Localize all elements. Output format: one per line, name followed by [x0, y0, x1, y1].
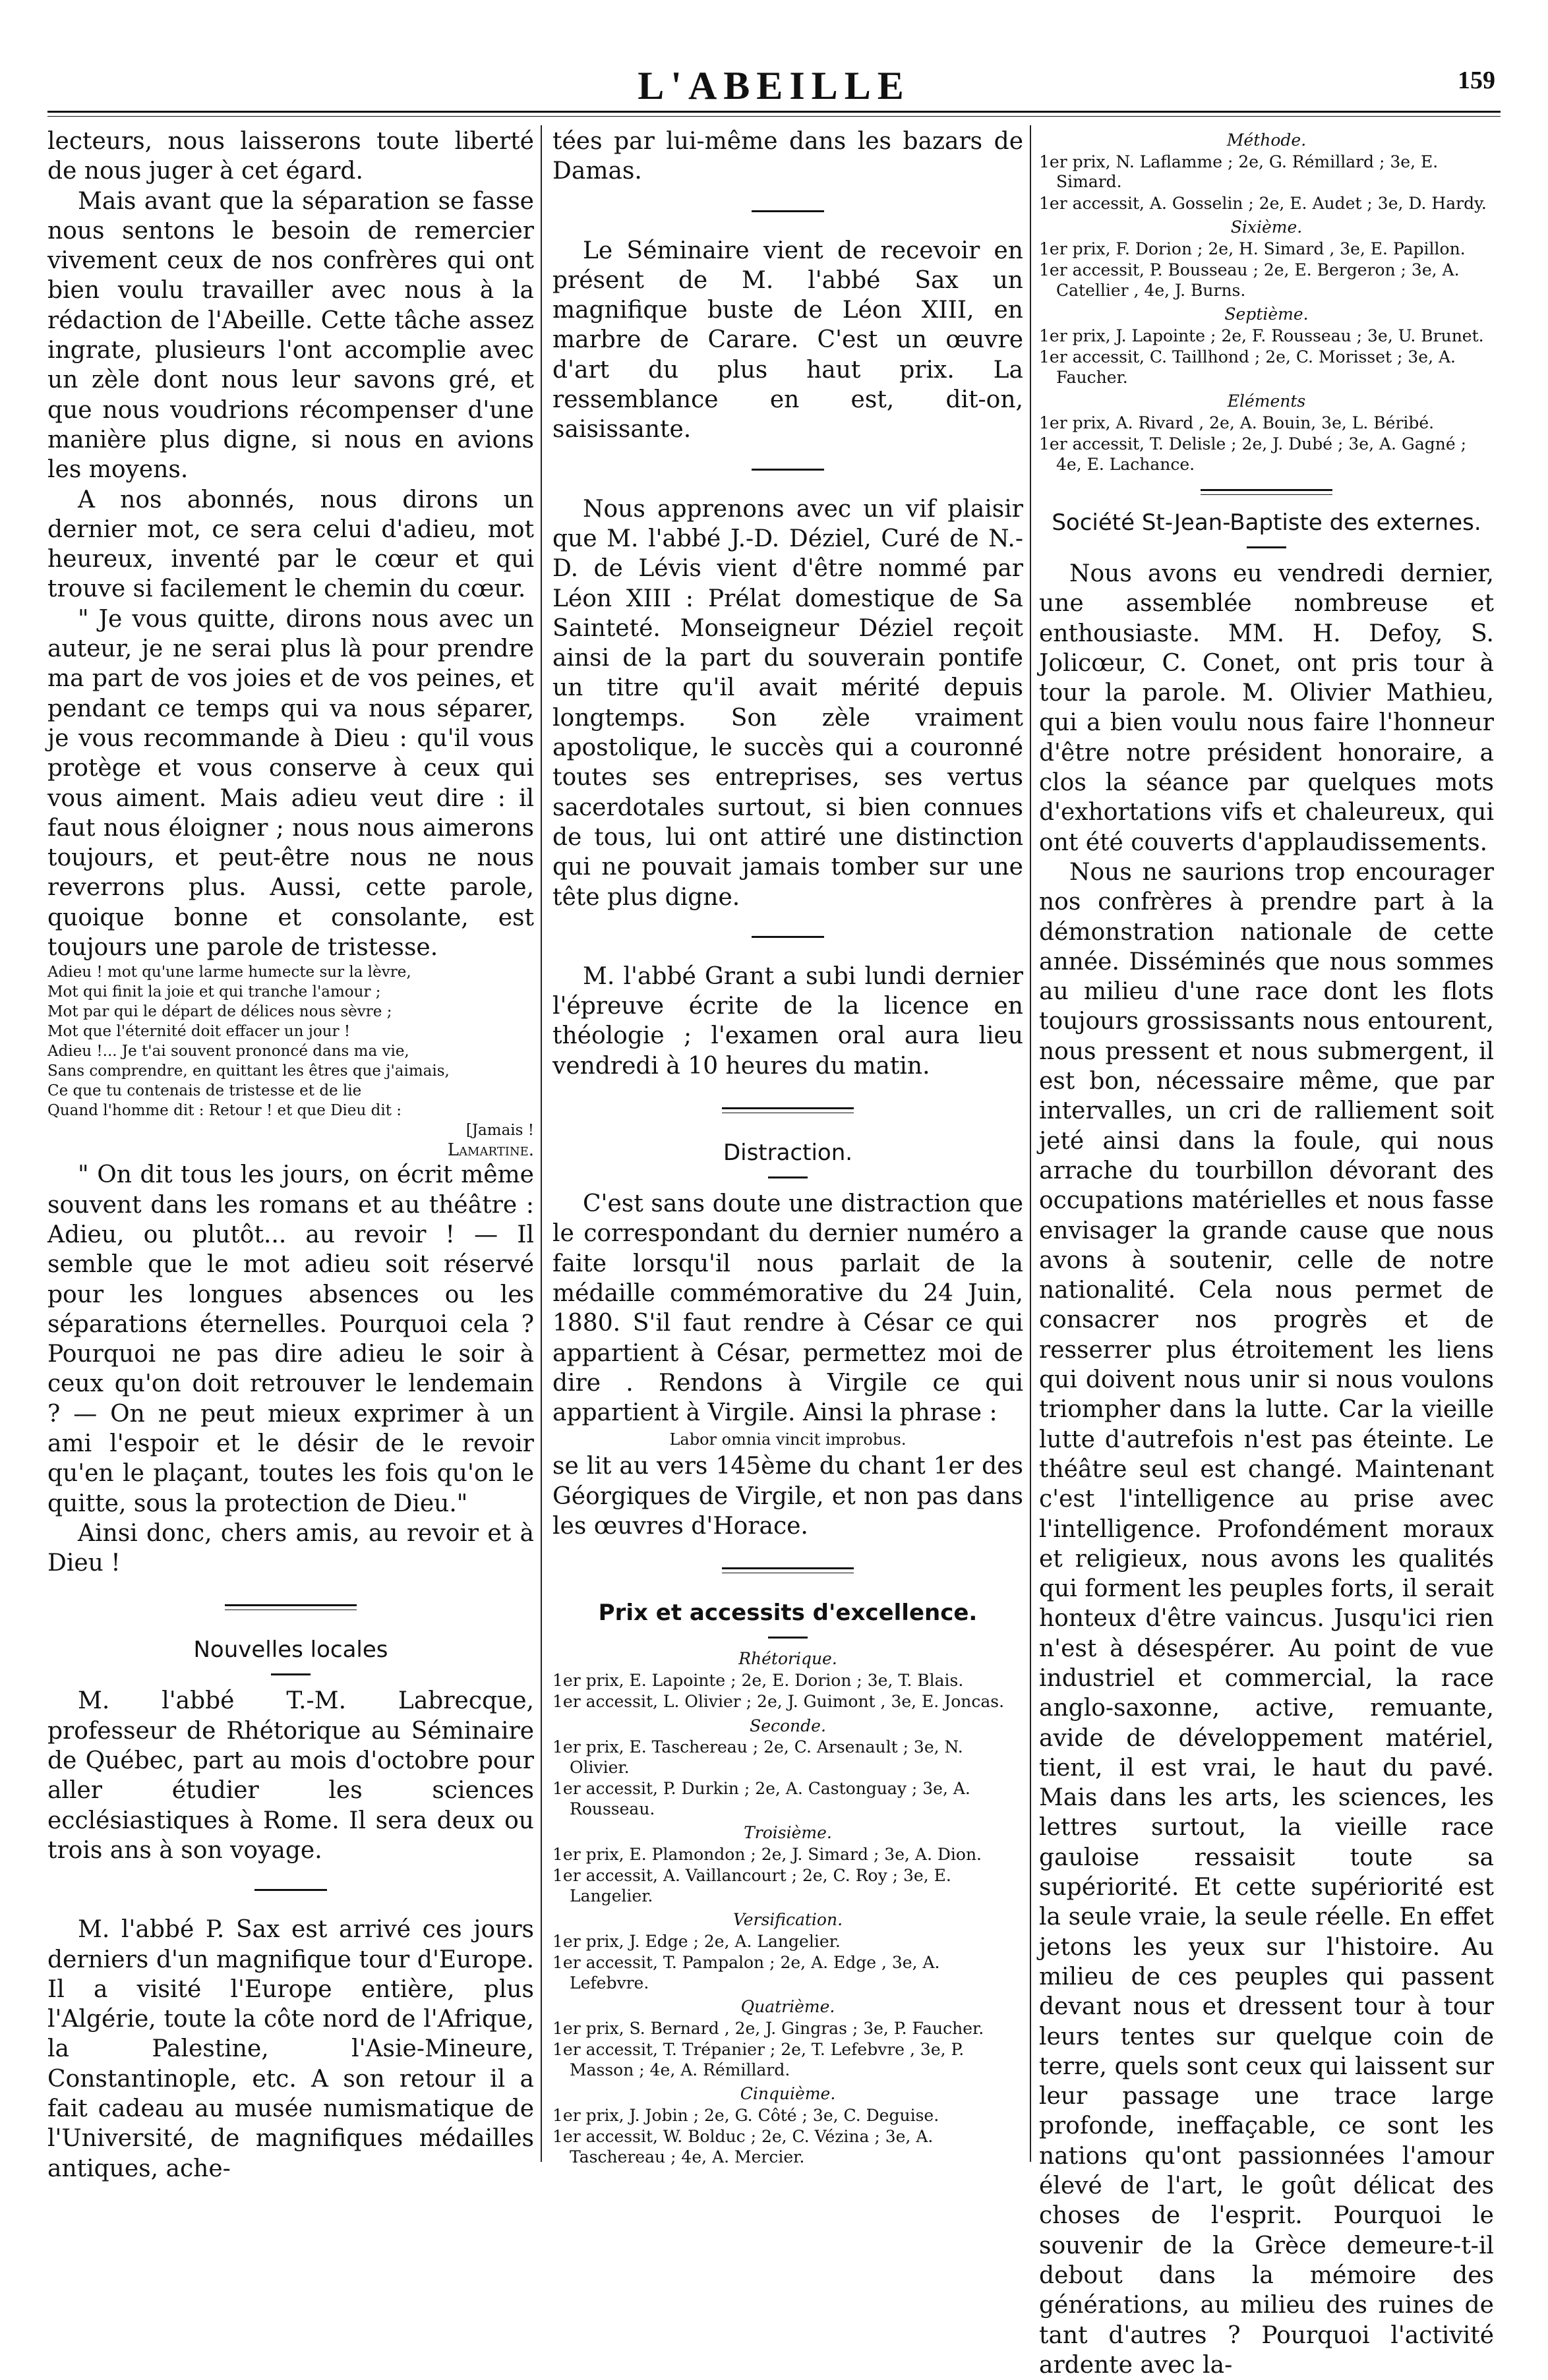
poem-line: Mot par qui le départ de délices nous sèvre ; — [47, 1003, 392, 1021]
class-heading: Versification. — [732, 1910, 843, 1930]
separator — [752, 210, 824, 212]
class-heading: Cinquième. — [740, 2084, 836, 2104]
poem-line: Ce que tu contenais de tristesse et de lie — [47, 1082, 362, 1100]
header-rule-thin — [47, 116, 1501, 117]
section-separator — [271, 1673, 311, 1675]
poem-line: Adieu !... Je t'ai souvent prononcé dans ma vie, — [47, 1043, 409, 1060]
separator — [752, 469, 824, 471]
prize-line: 1er accessit, T. Pampalon ; 2e, A. Edge , 3e, A. Lefebvre. — [552, 1953, 940, 1992]
paragraph: " Je vous quitte, dirons nous avec un auteur, je ne serai plus là pour prendre ma part de vos joies et de vos peines, et pendant ce temps qui va nous séparer, je vous recommande à Dieu : qu'il vous protège et vous conserve à ceux qui vous aiment. Mais adieu veut dire : il faut nous éloigner ; nous nous aimerons toujours, et peut-être nous ne nous reverrons plus. Aussi, cette parole, quoique bonne et consolante, est toujours une parole de tristesse. — [47, 605, 534, 962]
paragraph: Mais avant que la séparation se fasse nous sentons le besoin de remercier vivement ceux de nos confrères qui ont bien voulu travailler avec nous à la rédaction de l'Abeille. Cette tâche assez ingrate, plusieurs l'ont accomplie avec un zèle dont nous leur savons gré, et que nous voudrions récompenser d'une manière plus digne, si nous en avions les moyens. — [47, 187, 534, 484]
prize-line: 1er accessit, A. Vaillancourt ; 2e, C. Roy ; 3e, E. Langelier. — [552, 1866, 951, 1905]
latin-quote: Labor omnia vincit improbus. — [669, 1430, 907, 1449]
section-heading: Société St-Jean-Baptiste des externes. — [1052, 509, 1481, 536]
poem — [47, 962, 534, 1160]
section-separator — [225, 1604, 357, 1610]
prize-line: 1er prix, J. Lapointe ; 2e, F. Rousseau ; 3e, U. Brunet. — [1039, 326, 1484, 345]
section-heading: Nouvelles locales — [193, 1637, 388, 1664]
paragraph: se lit au vers 145ème du chant 1er des Géorgiques de Virgile, et non pas dans les œuvres d'Horace. — [552, 1453, 1023, 1540]
poem-line: Sans comprendre, en quittant les êtres que j'aimais, — [47, 1062, 450, 1080]
class-heading: Quatrième. — [740, 1997, 835, 2017]
separator — [768, 1637, 808, 1639]
column-1 — [47, 127, 534, 2184]
prize-line: 1er prix, N. Laflamme ; 2e, G. Rémillard ; 3e, E. Simard. — [1039, 152, 1439, 191]
prize-line: 1er prix, E. Lapointe ; 2e, E. Dorion ; 3e, T. Blais. — [552, 1670, 964, 1690]
class-heading: Méthode. — [1226, 131, 1307, 150]
prize-line: 1er accessit, A. Gosselin ; 2e, E. Audet ; 3e, D. Hardy. — [1039, 193, 1487, 213]
column-divider — [1030, 125, 1031, 2162]
prize-line: 1er accessit, L. Olivier ; 2e, J. Guimont , 3e, E. Joncas. — [552, 1692, 1005, 1712]
prize-line: 1er prix, E. Plamondon ; 2e, J. Simard ; 3e, A. Dion. — [552, 1844, 982, 1864]
prize-line: 1er prix, J. Edge ; 2e, A. Langelier. — [552, 1931, 841, 1951]
paragraph: A nos abonnés, nous dirons un dernier mot, ce sera celui d'adieu, mot heureux, inventé par le cœur et qui trouve si facilement le chemin du cœur. — [47, 486, 534, 603]
page-number: 159 — [1458, 67, 1495, 94]
section-separator — [722, 1107, 854, 1113]
prize-line: 1er accessit, P. Durkin ; 2e, A. Castonguay ; 3e, A. Rousseau. — [552, 1779, 970, 1818]
section-separator — [722, 1567, 854, 1573]
poem-line: Mot qui finit la joie et qui tranche l'amour ; — [47, 983, 381, 1001]
class-heading: Troisième. — [744, 1823, 832, 1843]
section-heading: Prix et accessits d'excellence. — [598, 1600, 978, 1627]
prize-line: 1er prix, F. Dorion ; 2e, H. Simard , 3e, E. Papillon. — [1039, 239, 1466, 258]
prize-line: 1er accessit, T. Trépanier ; 2e, T. Lefebvre , 3e, P. Masson ; 4e, A. Rémillard. — [552, 2040, 965, 2079]
separator — [768, 1176, 808, 1178]
paragraph: Nous ne saurions trop encourager nos confrères à prendre part à la démonstration nationale de cette année. Disséminés que nous sommes au milieu d'une race dont les flots toujours grossissants nous entourent, nous pressent et nous submergent, il est bon, nécessaire même, que par intervalles, un cri de ralliement soit jeté ainsi dans la foule, qui nous arrache du tourbillon dévorant des occupations matérielles et nous fasse envisager la grande cause que nous avons à soutenir, celle de notre nationalité. Cela nous permet de consacrer nos progrès et de resserrer plus étroitement les liens qui doivent nous unir si nous voulons triompher dans la lutte. Car la vieille lutte d'autrefois n'est pas éteinte. Le théâtre seul est changé. Maintenant c'est l'intelligence au prise avec l'intelligence. Profondément moraux et religieux, nous avons les qualités qui forment les peuples forts, il serait honteux d'être vaincus. Jusqu'ici rien n'est à désespérer. Au point de vue industriel et commercial, la race anglo-saxonne, active, remuante, avide de développement matériel, tient, il est vrai, le haut du pavé. Mais dans les arts, les sciences, les lettres surtout, la vieille race gauloise ressaisit toute sa supériorité. Et cette supériorité est la seule vraie, la seule réelle. En effet jetons les yeux sur l'histoire. Au milieu de ces peuples qui passent devant nous et dressent tour à tour leurs tentes sur quelque coin de terre, quels sont ceux qui laissent sur leur passage une trace large profonde, ineffaçable, ce sont les nations qu'ont passionnées l'amour élevé de l'art, le goût délicat des choses de l'esprit. Pourquoi le souvenir de la Grèce demeure-t-il debout dans la mémoire des générations, au milieu des ruines de tant d'autres ? Pourquoi l'activité ardente avec la- — [1039, 858, 1494, 2379]
class-heading: Rhétorique. — [738, 1649, 837, 1669]
prize-line: 1er accessit, C. Taillhond ; 2e, C. Morisset ; 3e, A. Faucher. — [1039, 347, 1456, 387]
poem-signature: Lamartine. — [447, 1140, 534, 1161]
paragraph: M. l'abbé P. Sax est arrivé ces jours derniers d'un magnifique tour d'Europe. Il a visité l'Europe entière, plus l'Algérie, toute la côte nord de l'Afrique, la Palestine, l'Asie-Mineure, Constantinople, etc. A son retour il a fait cadeau au musée numismatique de l'Université, de magnifiques médailles antiques, ache- — [47, 1916, 534, 2182]
class-heading: Seconde. — [750, 1716, 826, 1735]
poem-line: Quand l'homme dit : Retour ! et que Dieu dit : — [47, 1102, 402, 1120]
prize-line: 1er accessit, P. Bousseau ; 2e, E. Bergeron ; 3e, A. Catellier , 4e, J. Burns. — [1039, 260, 1460, 300]
column-3 — [1039, 127, 1494, 2380]
paragraph: C'est sans doute une distraction que le correspondant du dernier numéro a faite lorsqu'il nous parlait de la médaille commémorative du 24 Juin, 1880. S'il faut rendre à César ce qui appartient à César, permettez moi de dire . Rendons à Virgile ce qui appartient à Virgile. Ainsi la phrase : — [552, 1190, 1023, 1427]
class-heading: Sixième. — [1230, 218, 1303, 237]
paragraph: lecteurs, nous laisserons toute liberté de nous juger à cet égard. — [47, 128, 534, 185]
masthead-title: L'ABEILLE — [638, 64, 910, 107]
prize-line: 1er prix, A. Rivard , 2e, A. Bouin, 3e, L. Béribé. — [1039, 413, 1435, 432]
prize-list — [552, 1649, 1023, 2167]
section-heading: Distraction. — [723, 1140, 853, 1167]
prize-line: 1er accessit, T. Delisle ; 2e, J. Dubé ; 3e, A. Gagné ; 4e, E. Lachance. — [1039, 434, 1467, 474]
header-rule — [47, 111, 1501, 113]
paragraph: Nous apprenons avec un vif plaisir que M. l'abbé J.-D. Déziel, Curé de N.-D. de Lévis vient d'être nommé par Léon XIII : Prélat domestique de Sa Sainteté. Monseigneur Déziel reçoit ainsi de la part du souverain pontife un titre qu'il avait mérité depuis longtemps. Son zèle vraiment apostolique, le succès qui a couronné toutes ses entreprises, ses vertus sacerdotales surtout, si bien connues de tous, lui ont attiré une distinction qui ne pouvait jamais tomber sur une tête plus digne. — [552, 495, 1023, 911]
prize-line: 1er prix, S. Bernard , 2e, J. Gingras ; 3e, P. Faucher. — [552, 2018, 984, 2038]
poem-line: Adieu ! mot qu'une larme humecte sur la lèvre, — [47, 964, 411, 981]
paragraph: Nous avons eu vendredi dernier, une assemblée nombreuse et enthousiaste. MM. H. Defoy, S. Jolicœur, C. Conet, ont pris tour à tour la parole. M. Olivier Mathieu, qui a bien voulu nous faire l'honneur d'être notre président honoraire, a clos la séance par quelques mots d'exhortations vifs et chaleureux, qui ont été couverts d'applaudissements. — [1039, 560, 1494, 856]
section-separator — [1201, 489, 1332, 495]
paragraph: M. l'abbé Grant a subi lundi dernier l'épreuve écrite de la licence en théologie ; l'examen oral aura lieu vendredi à 10 heures du matin. — [552, 962, 1023, 1080]
prize-list — [1039, 131, 1494, 475]
column-divider — [541, 125, 542, 2162]
separator — [752, 936, 824, 938]
poem-line: [Jamais ! — [465, 1122, 534, 1140]
separator — [254, 1889, 327, 1891]
paragraph: M. l'abbé T.-M. Labrecque, professeur de Rhétorique au Séminaire de Québec, part au mois d'octobre pour aller étudier les sciences ecclésiastiques à Rome. Il sera deux ou trois ans à son voyage. — [47, 1687, 534, 1864]
column-2 — [552, 127, 1023, 2168]
paragraph: tées par lui-même dans les bazars de Damas. — [552, 128, 1023, 185]
separator — [1247, 546, 1286, 548]
paragraph: " On dit tous les jours, on écrit même souvent dans les romans et au théâtre : Adieu, ou plutôt... au revoir ! — Il semble que le mot adieu soit réservé pour les longues absences ou les séparations éternelles. Pourquoi cela ? Pourquoi ne pas dire adieu le soir à ceux qu'on doit retrouver le lendemain ? — On ne peut mieux exprimer à un ami l'espoir et le désir de le revoir qu'en le plaçant, toutes les fois qu'on le quitte, sous la protection de Dieu." — [47, 1161, 534, 1517]
prize-line: 1er accessit, W. Bolduc ; 2e, C. Vézina ; 3e, A. Taschereau ; 4e, A. Mercier. — [552, 2127, 934, 2166]
paragraph: Le Séminaire vient de recevoir en présent de M. l'abbé Sax un magnifique buste de Léon XIII, en marbre de Carare. C'est un œuvre d'art du plus haut prix. La ressemblance en est, dit-on, saisissante. — [552, 237, 1023, 444]
class-heading: Eléments — [1227, 392, 1306, 411]
prize-line: 1er prix, E. Taschereau ; 2e, C. Arsenault ; 3e, N. Olivier. — [552, 1737, 963, 1777]
prize-line: 1er prix, J. Jobin ; 2e, G. Côté ; 3e, C. Deguise. — [552, 2105, 939, 2125]
paragraph: Ainsi donc, chers amis, au revoir et à Dieu ! — [47, 1519, 534, 1577]
poem-line: Mot que l'éternité doit effacer un jour ! — [47, 1023, 351, 1041]
class-heading: Septième. — [1224, 305, 1309, 324]
